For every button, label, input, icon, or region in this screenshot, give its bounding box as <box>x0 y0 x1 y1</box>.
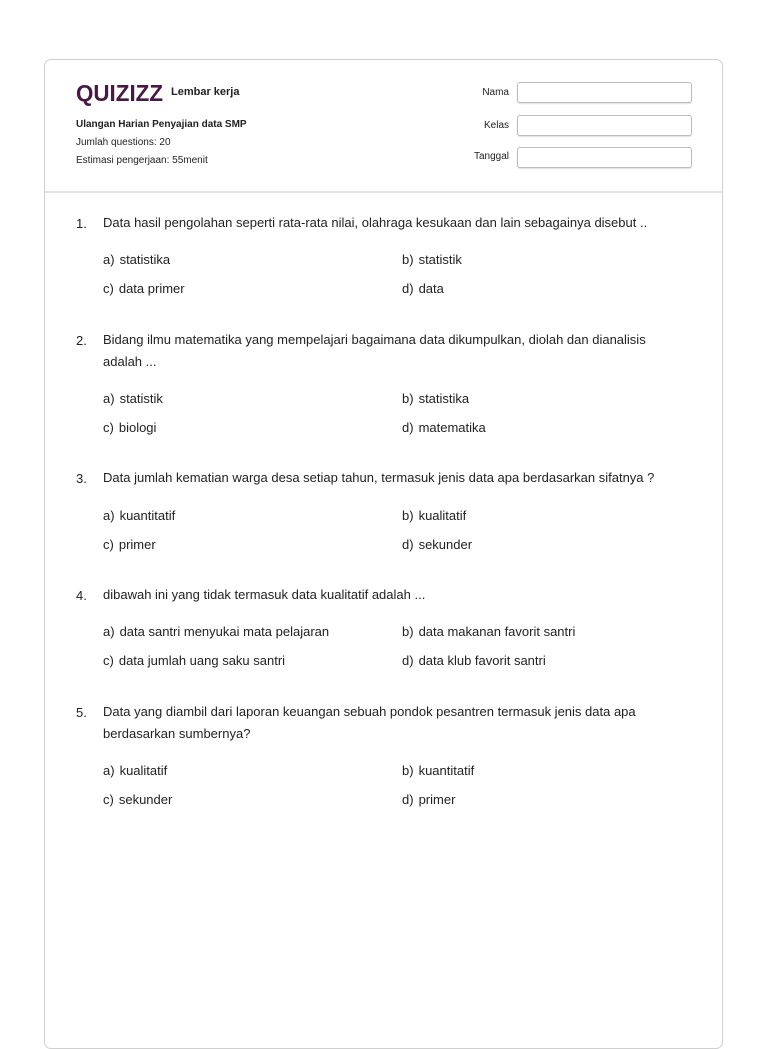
option-letter: b) <box>402 763 414 778</box>
option-d <box>402 537 472 552</box>
option-letter: d) <box>402 792 414 807</box>
option-c <box>103 792 172 807</box>
option-a <box>103 624 329 639</box>
question-text: Data jumlah kematian warga desa setiap tahun, termasuk jenis data apa berdasarkan sifatnya ? <box>103 470 655 485</box>
option-text: kuantitatif <box>418 763 475 778</box>
option-letter: c) <box>103 420 114 435</box>
quizizz-logo <box>76 80 164 106</box>
option-letter: a) <box>103 624 115 639</box>
option-text: kuantitatif <box>119 508 176 523</box>
option-text: matematika <box>418 420 486 435</box>
brand <box>76 80 239 106</box>
option-d <box>402 281 444 296</box>
option-letter: a) <box>103 763 115 778</box>
option-letter: d) <box>402 537 414 552</box>
option-b <box>402 763 474 778</box>
option-c <box>103 281 185 296</box>
sheet-type-label: Lembar kerja <box>171 85 240 98</box>
name-label: Nama <box>482 87 509 98</box>
option-text: kualitatif <box>418 508 467 523</box>
option-letter: c) <box>103 281 114 296</box>
option-letter: a) <box>103 508 115 523</box>
name-field[interactable] <box>517 82 692 103</box>
question-number: 5. <box>76 705 87 720</box>
option-letter: b) <box>402 624 414 639</box>
date-field[interactable] <box>517 147 692 168</box>
option-c <box>103 653 285 668</box>
worksheet-page <box>44 59 723 1049</box>
option-b <box>402 624 575 639</box>
option-text: data klub favorit santri <box>418 653 546 668</box>
option-a <box>103 763 167 778</box>
option-letter: c) <box>103 792 114 807</box>
option-letter: b) <box>402 508 414 523</box>
date-label: Tanggal <box>473 151 509 162</box>
option-b <box>402 391 469 406</box>
option-letter: d) <box>402 653 414 668</box>
option-text: data primer <box>118 281 185 296</box>
option-text: kualitatif <box>119 763 168 778</box>
question-text: Data hasil pengolahan seperti rata-rata nilai, olahraga kesukaan dan lain sebagainya disebut .. <box>103 215 648 230</box>
class-field[interactable] <box>517 115 692 136</box>
question-text: dibawah ini yang tidak termasuk data kualitatif adalah ... <box>103 587 426 602</box>
option-letter: b) <box>402 391 414 406</box>
option-c <box>103 420 156 435</box>
option-letter: c) <box>103 653 114 668</box>
option-d <box>402 420 486 435</box>
option-c <box>103 537 156 552</box>
option-text: statistik <box>119 391 163 406</box>
option-text: data makanan favorit santri <box>418 624 576 639</box>
option-d <box>402 653 546 668</box>
option-d <box>402 792 455 807</box>
class-label: Kelas <box>483 120 509 131</box>
option-letter: c) <box>103 537 114 552</box>
option-text: biologi <box>118 420 157 435</box>
option-a <box>103 252 170 267</box>
question-number: 3. <box>76 471 87 486</box>
estimated-time: Estimasi pengerjaan: 55menit <box>76 155 208 166</box>
option-text: sekunder <box>118 792 173 807</box>
option-letter: d) <box>402 420 414 435</box>
option-text: data santri menyukai mata pelajaran <box>119 624 330 639</box>
option-letter: d) <box>402 281 414 296</box>
option-letter: a) <box>103 252 115 267</box>
quiz-title: Ulangan Harian Penyajian data SMP <box>76 119 247 130</box>
worksheet-header <box>45 60 722 193</box>
option-letter: a) <box>103 391 115 406</box>
question-text: Data yang diambil dari laporan keuangan sebuah pondok pesantren termasuk jenis data apa berdasarkan sumbernya? <box>103 704 636 741</box>
question-number: 4. <box>76 588 87 603</box>
question-number: 2. <box>76 333 87 348</box>
question-text: Bidang ilmu matematika yang mempelajari bagaimana data dikumpulkan, diolah dan dianalisis adalah ... <box>103 332 646 369</box>
option-a <box>103 391 163 406</box>
option-text: data jumlah uang saku santri <box>118 653 286 668</box>
option-b <box>402 508 466 523</box>
option-text: statistika <box>418 391 470 406</box>
question-number: 1. <box>76 216 87 231</box>
option-a <box>103 508 175 523</box>
option-text: primer <box>118 537 156 552</box>
option-b <box>402 252 462 267</box>
option-text: sekunder <box>418 537 473 552</box>
svg-text:QUIZIZZ: QUIZIZZ <box>76 80 163 106</box>
option-text: statistika <box>119 252 171 267</box>
option-text: statistik <box>418 252 462 267</box>
option-text: data <box>418 281 444 296</box>
option-letter: b) <box>402 252 414 267</box>
question-count: Jumlah questions: 20 <box>76 137 171 148</box>
option-text: primer <box>418 792 456 807</box>
